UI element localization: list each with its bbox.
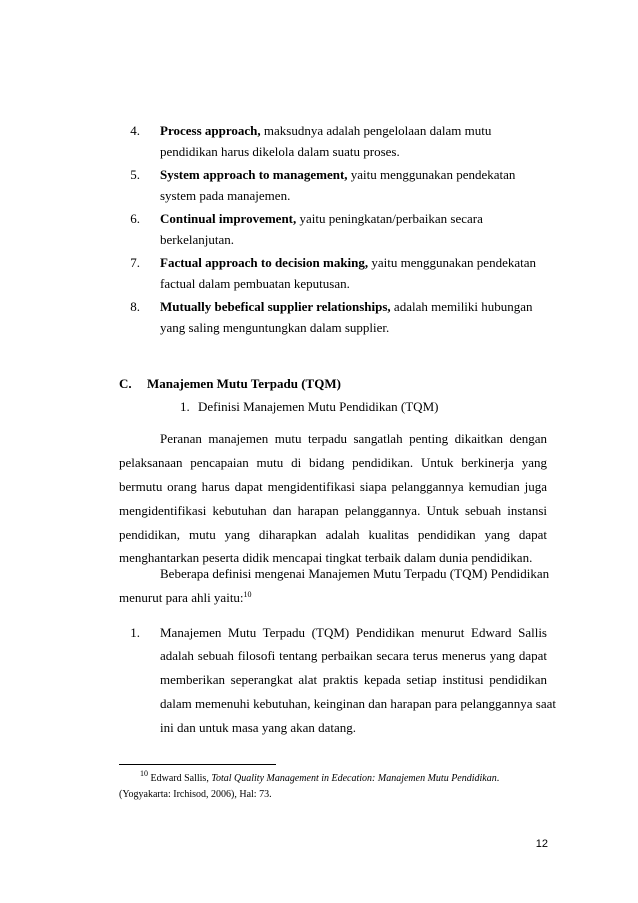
list-term: System approach to management, [160,167,348,182]
footnote-reference: 10 [243,590,252,599]
list-text: yaitu menggunakan pendekatan [347,167,516,182]
list-item [160,211,483,227]
list-line: ini dan untuk masa yang akan datang. [160,720,357,735]
list-term: Continual improvement, [160,211,297,226]
list-number: 8. [130,299,140,314]
footnote-continuation: (Yogyakarta: Irchisod, 2006), Hal: 73. [119,789,272,800]
paragraph-line: Peranan manajemen mutu terpadu sangatlah penting dikaitkan dengan [160,431,547,446]
paragraph-line: mengidentifikasi kebutuhan dan harapan pelanggannya. Untuk sebuah instansi [119,503,547,518]
subsection-number: 1. [180,399,190,414]
list-item [160,123,491,139]
section-title: Manajemen Mutu Terpadu (TQM) [147,376,341,391]
list-term: Factual approach to decision making, [160,255,369,270]
paragraph-line: bermutu orang harus dapat mengidentifikasi siapa pelanggannya kemudian juga [119,479,547,494]
list-item-continuation: yang saling menguntungkan dalam supplier. [160,320,390,335]
list-item [160,255,536,271]
footnote-punct: . [496,773,500,784]
list-term: Mutually bebefical supplier relationships, [160,299,391,314]
list-number: 1. [130,625,140,640]
list-number: 4. [130,123,140,138]
paragraph-line: pendidikan, mutu yang diharapkan adalah kualitas pendidikan yang dapat [119,527,547,542]
paragraph-line: pelaksanaan pencapaian mutu di bidang pendidikan. Untuk berkinerja yang [119,455,547,470]
list-number: 7. [130,255,140,270]
list-number: 6. [130,211,140,226]
list-item-continuation: system pada manajemen. [160,188,291,203]
footnote-mark: 10 [140,769,148,778]
list-item-continuation: berkelanjutan. [160,232,234,247]
footnote-author: Edward Sallis, [148,773,212,784]
list-line: Manajemen Mutu Terpadu (TQM) Pendidikan menurut Edward Sallis [160,625,547,640]
footnote-separator [119,764,276,765]
list-line: adalah sebuah filosofi tentang perbaikan secara terus menerus yang dapat [160,648,547,663]
list-item-continuation: pendidikan harus dikelola dalam suatu proses. [160,144,400,159]
footnote [140,769,500,785]
list-line: dalam memenuhi kebutuhan, keinginan dan harapan para pelanggannya saat [160,696,556,711]
list-term: Process approach, [160,123,261,138]
page-number: 12 [535,838,548,850]
list-number: 5. [130,167,140,182]
section-letter: C. [119,376,132,391]
paragraph-line: Beberapa definisi mengenai Manajemen Mutu Terpadu (TQM) Pendidikan [160,566,550,581]
list-item-continuation: factual dalam pembuatan keputusan. [160,276,350,291]
list-line: memberikan seperangkat alat praktis kepada setiap institusi pendidikan [160,672,547,687]
list-text: yaitu peningkatan/perbaikan secara [296,211,483,226]
list-item [160,167,515,183]
paragraph-line: menghantarkan peserta didik mencapai tingkat terbaik dalam dunia pendidikan. [119,550,533,565]
list-item [160,299,533,315]
list-text: adalah memiliki hubungan [390,299,533,314]
list-text: maksudnya adalah pengelolaan dalam mutu [260,123,492,138]
paragraph-text: menurut para ahli yaitu: [119,590,244,605]
list-text: yaitu menggunakan pendekatan [368,255,536,270]
subsection-title: Definisi Manajemen Mutu Pendidikan (TQM) [198,399,439,414]
footnote-title: Total Quality Management in Edecation: Manajemen Mutu Pendidikan [211,773,497,784]
paragraph-line [119,590,252,606]
